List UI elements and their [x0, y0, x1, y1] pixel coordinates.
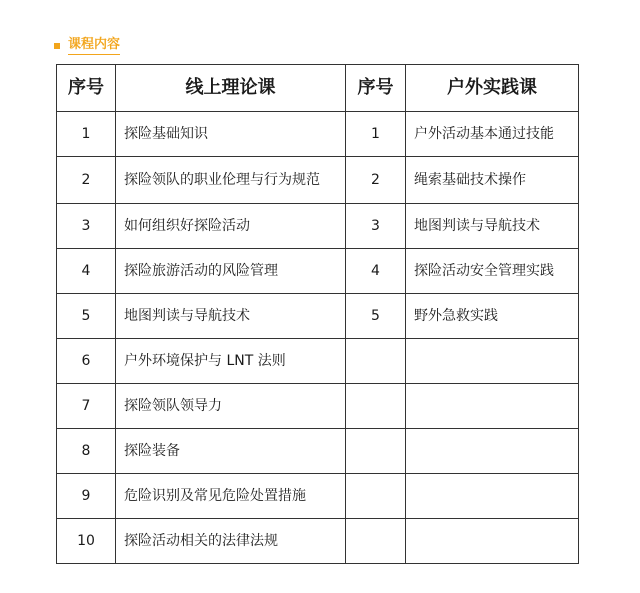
table-row: [57, 157, 579, 204]
online-no-cell: 9: [57, 474, 116, 519]
online-no-cell: 4: [57, 249, 116, 294]
table-header-row: [57, 65, 579, 112]
outdoor-course-cell: 户外活动基本通过技能: [406, 112, 579, 157]
online-course-cell: 探险领队领导力: [116, 384, 346, 429]
table-row: [57, 294, 579, 339]
outdoor-no-cell: 1: [346, 112, 406, 157]
section-header: [54, 36, 120, 56]
online-no-cell: 7: [57, 384, 116, 429]
online-course-cell: 如何组织好探险活动: [116, 204, 346, 249]
online-no-cell: 3: [57, 204, 116, 249]
header-online-no: 序号: [57, 65, 116, 112]
online-no-cell: 6: [57, 339, 116, 384]
online-course-cell: 地图判读与导航技术: [116, 294, 346, 339]
outdoor-course-cell: [406, 339, 579, 384]
header-online-course: 线上理论课: [116, 65, 346, 112]
outdoor-course-cell: [406, 474, 579, 519]
square-bullet-icon: [54, 43, 60, 49]
outdoor-no-cell: 2: [346, 157, 406, 204]
outdoor-course-cell: 探险活动安全管理实践: [406, 249, 579, 294]
outdoor-course-cell: 绳索基础技术操作: [406, 157, 579, 204]
online-course-cell: 探险装备: [116, 429, 346, 474]
outdoor-no-cell: 4: [346, 249, 406, 294]
table-row: [57, 249, 579, 294]
outdoor-no-cell: [346, 519, 406, 564]
section-title: 课程内容: [68, 37, 120, 55]
online-course-cell: 户外环境保护与 LNT 法则: [116, 339, 346, 384]
online-no-cell: 5: [57, 294, 116, 339]
header-outdoor-no: 序号: [346, 65, 406, 112]
outdoor-no-cell: [346, 429, 406, 474]
table-row: [57, 384, 579, 429]
outdoor-course-cell: 野外急救实践: [406, 294, 579, 339]
outdoor-course-cell: [406, 519, 579, 564]
online-course-cell: 探险旅游活动的风险管理: [116, 249, 346, 294]
outdoor-course-cell: [406, 429, 579, 474]
online-no-cell: 2: [57, 157, 116, 204]
online-course-cell: 探险活动相关的法律法规: [116, 519, 346, 564]
outdoor-course-cell: [406, 384, 579, 429]
outdoor-no-cell: 3: [346, 204, 406, 249]
online-course-cell: 危险识别及常见危险处置措施: [116, 474, 346, 519]
outdoor-no-cell: 5: [346, 294, 406, 339]
header-outdoor-course: 户外实践课: [406, 65, 579, 112]
course-table: [56, 64, 579, 564]
table-row: [57, 519, 579, 564]
online-course-cell: 探险领队的职业伦理与行为规范: [116, 157, 346, 204]
table-row: [57, 339, 579, 384]
online-course-cell: 探险基础知识: [116, 112, 346, 157]
outdoor-no-cell: [346, 474, 406, 519]
outdoor-course-cell: 地图判读与导航技术: [406, 204, 579, 249]
online-no-cell: 8: [57, 429, 116, 474]
online-no-cell: 10: [57, 519, 116, 564]
outdoor-no-cell: [346, 384, 406, 429]
table-row: [57, 429, 579, 474]
online-no-cell: 1: [57, 112, 116, 157]
table-row: [57, 474, 579, 519]
table-row: [57, 112, 579, 157]
outdoor-no-cell: [346, 339, 406, 384]
table-row: [57, 204, 579, 249]
